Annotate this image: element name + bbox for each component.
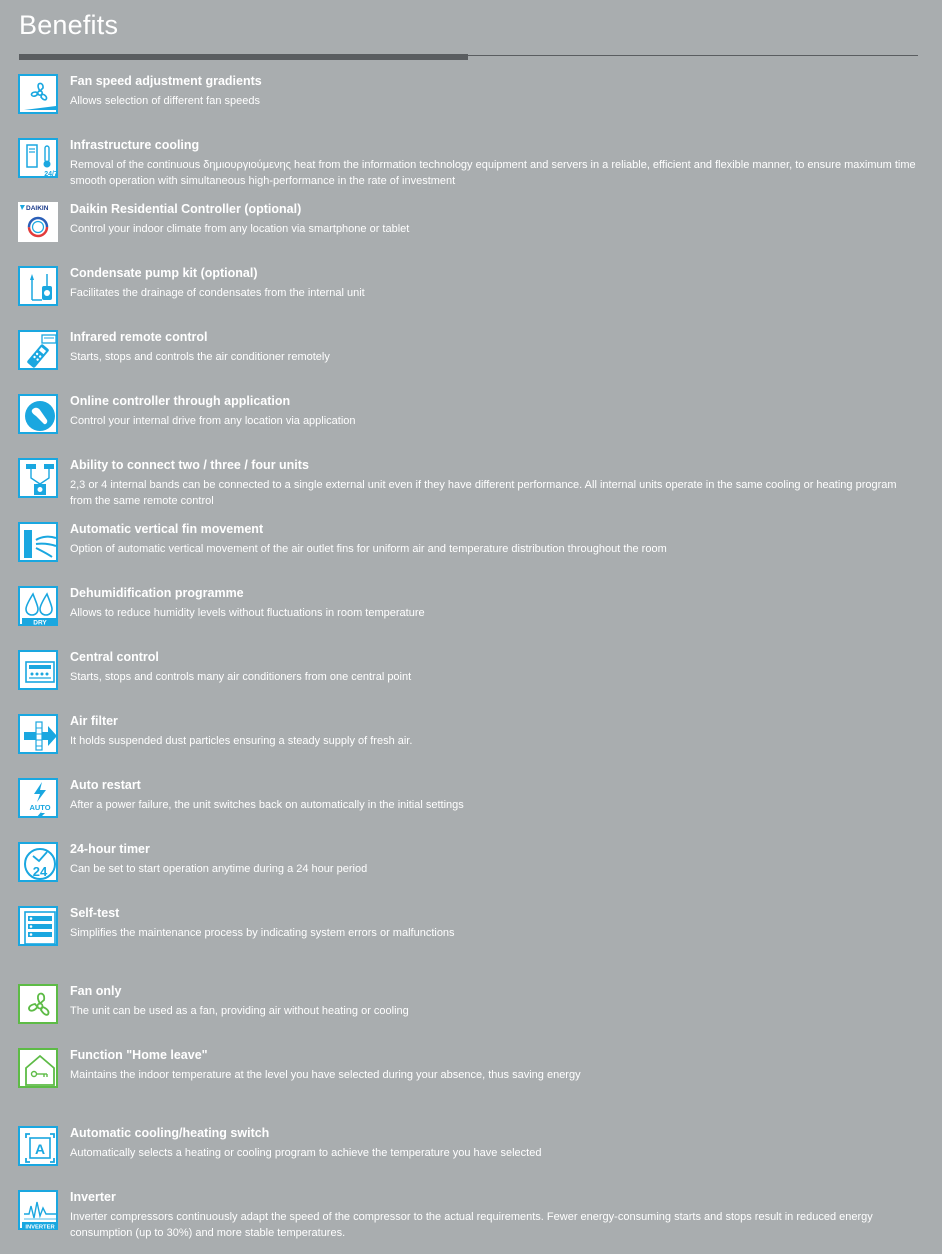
auto-restart-icon [18, 778, 58, 818]
benefit-title: Self-test [70, 906, 120, 920]
benefit-title: 24-hour timer [70, 842, 150, 856]
benefit-title: Online controller through application [70, 394, 291, 408]
benefit-description: Control your internal drive from any location via application [70, 415, 356, 427]
auto-icon-text: AUTO [29, 803, 51, 812]
benefit-title: Ability to connect two / three / four units [70, 458, 309, 472]
benefit-title: Fan speed adjustment gradients [70, 74, 262, 88]
online-controller-icon [18, 394, 58, 434]
benefit-title: Inverter [70, 1190, 116, 1204]
infrastructure-cooling-icon [18, 138, 58, 178]
vertical-fin-icon [18, 522, 58, 562]
fan-only-icon [18, 984, 58, 1024]
daikin-logo-text: DAIKIN [26, 205, 49, 212]
fan-speed-icon [18, 74, 58, 114]
benefit-title: Air filter [70, 714, 118, 728]
page-title: Benefits [19, 10, 119, 40]
benefit-description: Facilitates the drainage of condensates from the internal unit [70, 287, 365, 299]
benefit-title: Automatic vertical fin movement [70, 522, 264, 536]
self-test-icon [18, 906, 58, 946]
auto-switch-icon [18, 1126, 58, 1166]
benefit-description: Allows to reduce humidity levels without fluctuations in room temperature [70, 607, 425, 619]
benefit-description: Control your indoor climate from any location via smartphone or tablet [70, 223, 410, 235]
benefit-title: Fan only [70, 984, 122, 998]
title-underline-accent [19, 54, 468, 60]
title-underline [467, 55, 918, 56]
benefit-description: Inverter compressors continuously adapt the speed of the compressor to the actual requirements. Fewer energy-consuming starts and stops result in reduced energy consumption (up to 30%) and more stable temperatures. [70, 1211, 873, 1239]
benefit-title: Condensate pump kit (optional) [70, 266, 258, 280]
multi-unit-icon [18, 458, 58, 498]
benefit-title: Infrastructure cooling [70, 138, 200, 152]
benefit-description: It holds suspended dust particles ensuring a steady supply of fresh air. [70, 735, 413, 747]
condensate-pump-icon [18, 266, 58, 306]
benefit-description: Simplifies the maintenance process by indicating system errors or malfunctions [70, 927, 455, 939]
inverter-icon [18, 1190, 58, 1230]
benefit-description: Option of automatic vertical movement of the air outlet fins for uniform air and temperature distribution throughout the room [70, 543, 667, 555]
benefit-title: Automatic cooling/heating switch [70, 1126, 270, 1140]
benefit-description: Can be set to start operation anytime during a 24 hour period [70, 863, 368, 875]
benefit-description: Automatically selects a heating or cooling program to achieve the temperature you have selected [70, 1147, 542, 1159]
benefit-description: Starts, stops and controls many air conditioners from one central point [70, 671, 412, 683]
benefit-description: The unit can be used as a fan, providing air without heating or cooling [70, 1005, 409, 1017]
benefit-title: Dehumidification programme [70, 586, 244, 600]
auto-switch-icon-text: A [34, 1141, 46, 1157]
daikin-controller-icon [18, 202, 58, 242]
benefit-description: 2,3 or 4 internal bands can be connected to a single external unit even if they have different performance. All internal units operate in the same cooling or heating program from the same remote control [70, 479, 897, 507]
benefit-title: Daikin Residential Controller (optional) [70, 202, 302, 216]
benefit-description: Starts, stops and controls the air conditioner remotely [70, 351, 330, 363]
benefit-description: Maintains the indoor temperature at the level you have selected during your absence, thus saving energy [70, 1069, 581, 1081]
central-control-icon [18, 650, 58, 690]
benefit-description: Removal of the continuous δημιουργιούμενης heat from the information technology equipment and servers in a reliable, efficient and flexible manner, to ensure maximum time smooth operation with simultaneous high-performance in the rate of investment [70, 159, 916, 187]
dry-icon-text: DRY [33, 619, 47, 627]
inverter-icon-text: INVERTER [25, 1224, 55, 1231]
timer-icon-text: 24 [32, 864, 48, 879]
benefit-description: After a power failure, the unit switches back on automatically in the initial settings [70, 799, 464, 811]
benefit-title: Central control [70, 650, 159, 664]
benefit-title: Infrared remote control [70, 330, 208, 344]
air-filter-icon [18, 714, 58, 754]
infrastructure-cooling-icon-text: 24/7 [44, 171, 58, 178]
benefit-title: Function "Home leave" [70, 1048, 208, 1062]
benefit-description: Allows selection of different fan speeds [70, 95, 260, 107]
timer-icon [18, 842, 58, 882]
dry-mode-icon [18, 586, 58, 626]
home-leave-icon [18, 1048, 58, 1088]
benefit-title: Auto restart [70, 778, 141, 792]
remote-control-icon [18, 330, 58, 370]
